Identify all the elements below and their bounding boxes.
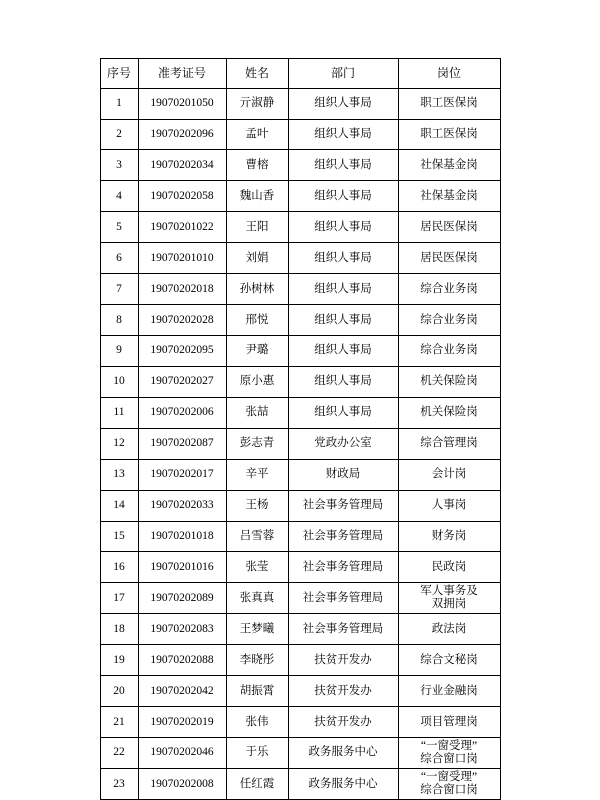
row-department: 组织人事局 (288, 274, 398, 305)
table-row (100, 583, 500, 614)
table-row (100, 150, 500, 181)
row-admission-number: 19070202017 (138, 459, 226, 490)
row-position: 综合文秘岗 (398, 645, 500, 676)
row-position: 会计岗 (398, 459, 500, 490)
row-name: 曹榕 (226, 150, 288, 181)
row-position: 行业金融岗 (398, 676, 500, 707)
row-admission-number: 19070202046 (138, 737, 226, 768)
table-row (100, 366, 500, 397)
row-department: 组织人事局 (288, 335, 398, 366)
row-admission-number: 19070202058 (138, 181, 226, 212)
row-index: 10 (100, 366, 138, 397)
row-index: 2 (100, 119, 138, 150)
row-department: 党政办公室 (288, 428, 398, 459)
row-name: 于乐 (226, 737, 288, 768)
row-name: 原小惠 (226, 366, 288, 397)
row-name: 王梦曦 (226, 614, 288, 645)
row-position: “一窗受理” 综合窗口岗 (398, 737, 500, 768)
row-position: 职工医保岗 (398, 88, 500, 119)
row-admission-number: 19070202034 (138, 150, 226, 181)
row-index: 11 (100, 397, 138, 428)
row-admission-number: 19070201050 (138, 88, 226, 119)
row-position: 综合业务岗 (398, 335, 500, 366)
row-index: 3 (100, 150, 138, 181)
row-index: 23 (100, 768, 138, 799)
row-index: 1 (100, 88, 138, 119)
table-row (100, 459, 500, 490)
column-header-position: 岗位 (398, 59, 500, 89)
row-name: 孟叶 (226, 119, 288, 150)
row-index: 15 (100, 521, 138, 552)
row-position: 财务岗 (398, 521, 500, 552)
row-position: “一窗受理” 综合窗口岗 (398, 768, 500, 799)
row-department: 扶贫开发办 (288, 645, 398, 676)
row-admission-number: 19070202083 (138, 614, 226, 645)
row-name: 邢悦 (226, 305, 288, 336)
row-admission-number: 19070202088 (138, 645, 226, 676)
table-header (100, 59, 500, 89)
row-admission-number: 19070202018 (138, 274, 226, 305)
table-row (100, 768, 500, 799)
row-position: 居民医保岗 (398, 212, 500, 243)
row-index: 19 (100, 645, 138, 676)
row-department: 财政局 (288, 459, 398, 490)
table-row (100, 737, 500, 768)
row-name: 魏山香 (226, 181, 288, 212)
row-index: 14 (100, 490, 138, 521)
row-name: 张莹 (226, 552, 288, 583)
row-index: 13 (100, 459, 138, 490)
table-row (100, 521, 500, 552)
table-row (100, 490, 500, 521)
row-department: 组织人事局 (288, 212, 398, 243)
row-name: 孙树林 (226, 274, 288, 305)
row-department: 组织人事局 (288, 88, 398, 119)
column-header-admission-number: 准考证号 (138, 59, 226, 89)
row-position: 军人事务及 双拥岗 (398, 583, 500, 614)
table-row (100, 119, 500, 150)
row-index: 7 (100, 274, 138, 305)
row-name: 王阳 (226, 212, 288, 243)
row-name: 李晓彤 (226, 645, 288, 676)
row-index: 12 (100, 428, 138, 459)
row-index: 5 (100, 212, 138, 243)
row-department: 组织人事局 (288, 243, 398, 274)
row-index: 18 (100, 614, 138, 645)
row-department: 政务服务中心 (288, 737, 398, 768)
table-row (100, 645, 500, 676)
row-department: 社会事务管理局 (288, 521, 398, 552)
row-department: 扶贫开发办 (288, 707, 398, 738)
row-department: 政务服务中心 (288, 768, 398, 799)
row-name: 胡振霄 (226, 676, 288, 707)
row-admission-number: 19070201018 (138, 521, 226, 552)
row-index: 8 (100, 305, 138, 336)
row-position: 综合管理岗 (398, 428, 500, 459)
row-name: 刘娟 (226, 243, 288, 274)
row-position: 项目管理岗 (398, 707, 500, 738)
row-position: 社保基金岗 (398, 181, 500, 212)
row-admission-number: 19070202027 (138, 366, 226, 397)
row-name: 王杨 (226, 490, 288, 521)
row-name: 张喆 (226, 397, 288, 428)
row-name: 张伟 (226, 707, 288, 738)
row-position: 综合业务岗 (398, 274, 500, 305)
row-admission-number: 19070202033 (138, 490, 226, 521)
row-admission-number: 19070202096 (138, 119, 226, 150)
table-row (100, 243, 500, 274)
row-index: 6 (100, 243, 138, 274)
table-row (100, 212, 500, 243)
table-row (100, 305, 500, 336)
candidate-roster-table (100, 58, 501, 800)
row-index: 4 (100, 181, 138, 212)
row-admission-number: 19070201010 (138, 243, 226, 274)
row-position: 民政岗 (398, 552, 500, 583)
row-name: 彭志青 (226, 428, 288, 459)
row-name: 尹璐 (226, 335, 288, 366)
row-index: 20 (100, 676, 138, 707)
row-index: 22 (100, 737, 138, 768)
row-name: 亓淑静 (226, 88, 288, 119)
table-row (100, 88, 500, 119)
row-admission-number: 19070202089 (138, 583, 226, 614)
row-admission-number: 19070202019 (138, 707, 226, 738)
row-admission-number: 19070202008 (138, 768, 226, 799)
table-row (100, 274, 500, 305)
table-row (100, 552, 500, 583)
row-index: 17 (100, 583, 138, 614)
row-name: 张真真 (226, 583, 288, 614)
row-admission-number: 19070202087 (138, 428, 226, 459)
row-position: 职工医保岗 (398, 119, 500, 150)
row-position: 机关保险岗 (398, 397, 500, 428)
row-index: 16 (100, 552, 138, 583)
row-position: 社保基金岗 (398, 150, 500, 181)
column-header-name: 姓名 (226, 59, 288, 89)
row-admission-number: 19070202006 (138, 397, 226, 428)
row-department: 社会事务管理局 (288, 490, 398, 521)
row-position: 机关保险岗 (398, 366, 500, 397)
row-position: 政法岗 (398, 614, 500, 645)
row-position: 居民医保岗 (398, 243, 500, 274)
row-index: 9 (100, 335, 138, 366)
row-department: 组织人事局 (288, 397, 398, 428)
row-department: 组织人事局 (288, 181, 398, 212)
table-body (100, 88, 500, 799)
table-row (100, 335, 500, 366)
row-department: 组织人事局 (288, 150, 398, 181)
row-department: 社会事务管理局 (288, 583, 398, 614)
row-department: 组织人事局 (288, 366, 398, 397)
column-header-index: 序号 (100, 59, 138, 89)
row-position: 人事岗 (398, 490, 500, 521)
row-name: 吕雪蓉 (226, 521, 288, 552)
table-row (100, 707, 500, 738)
table-row (100, 181, 500, 212)
column-header-department: 部门 (288, 59, 398, 89)
row-department: 组织人事局 (288, 305, 398, 336)
row-department: 组织人事局 (288, 119, 398, 150)
table-row (100, 397, 500, 428)
row-position: 综合业务岗 (398, 305, 500, 336)
table-row (100, 428, 500, 459)
table-row (100, 676, 500, 707)
row-admission-number: 19070201022 (138, 212, 226, 243)
row-admission-number: 19070202042 (138, 676, 226, 707)
row-department: 社会事务管理局 (288, 614, 398, 645)
row-department: 扶贫开发办 (288, 676, 398, 707)
row-name: 辛平 (226, 459, 288, 490)
row-name: 任红霞 (226, 768, 288, 799)
table-header-row (100, 59, 500, 89)
row-department: 社会事务管理局 (288, 552, 398, 583)
row-admission-number: 19070202028 (138, 305, 226, 336)
table-row (100, 614, 500, 645)
row-admission-number: 19070202095 (138, 335, 226, 366)
row-admission-number: 19070201016 (138, 552, 226, 583)
row-index: 21 (100, 707, 138, 738)
